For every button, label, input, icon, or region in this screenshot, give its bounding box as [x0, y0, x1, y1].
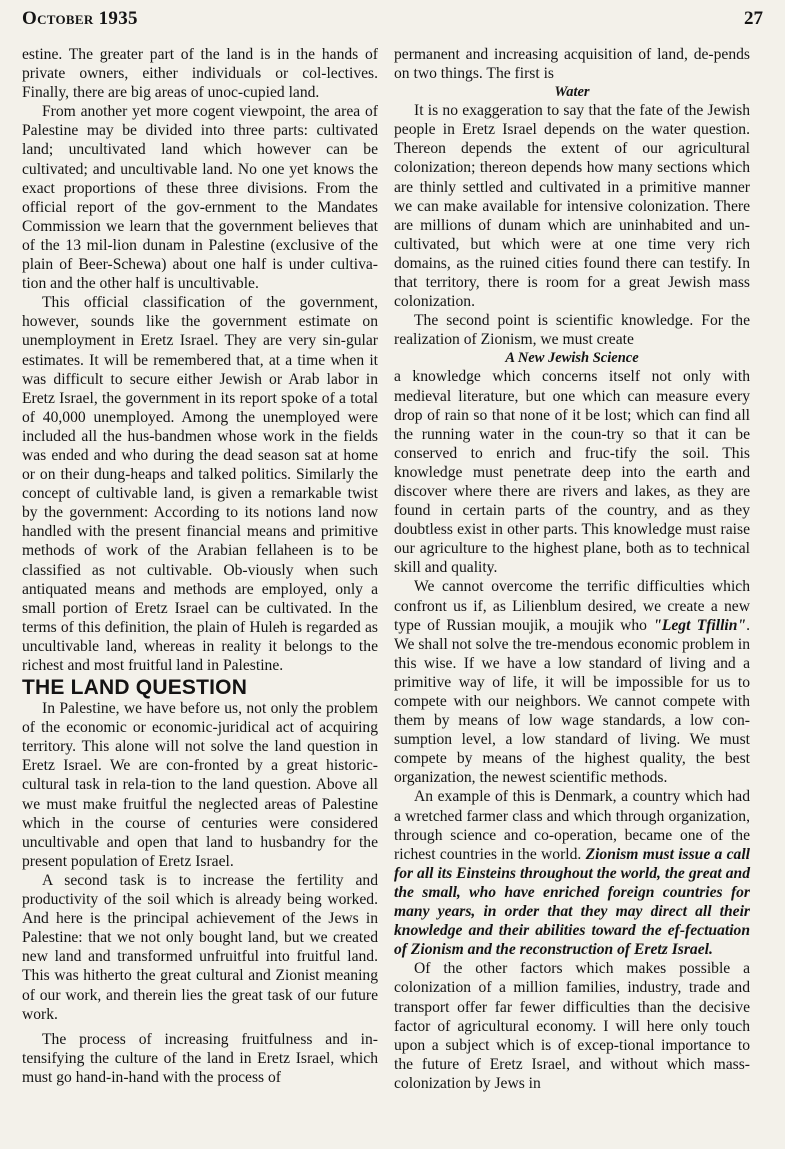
paragraph	[394, 577, 750, 787]
subheading-science: A New Jewish Science	[505, 350, 639, 367]
right-column	[394, 45, 750, 1093]
running-header	[22, 8, 763, 34]
quoted-phrase: "Legt Tfillin"	[653, 616, 747, 634]
paragraph: a knowledge which concerns itself not only with medieval literature, but one which can measure every drop of rain so that none of it be lost; which can find all the running water in the coun-try so that it can be conserved to enrich and fruc-tify the soil. This knowledge must penetrate deep into the earth and discover where there are rivers and lakes, as they are found in certain parts of the country, and as they doubtless exist in other parts. This knowledge must raise our agriculture to the highest plane, both as to technical skill and quality.	[394, 368, 750, 577]
issue-date: October 1935	[22, 8, 138, 29]
paragraph: This official classification of the government, however, sounds like the government estimate on unemployment in Eretz Israel. They are very sin-gular estimates. It will be remembered that, at a time when it was difficult to secure either Jewish or Arab labor in Eretz Israel, the government in its report spoke of a total of 40,000 unemployed. Among the unemployed were included all the hus-bandmen whose work in the fields was ended and who during the dead season sat at home or on their dung-heaps and talked politics. Similarly the concept of cultivable land, is given a remarkable twist by the government: According to its notions land now handled with the present financial means and primitive methods of work of the Arabian fellaheen is to be classified as not cultivable. Ob-viously when such antiquated means and methods are employed, only a small portion of Eretz Israel can be cultivated. In the terms of this definition, the plain of Huleh is regarded as uncultivable land, whereas in reality it belongs to the richest and most fruitful land in Palestine.	[22, 294, 378, 674]
subheading-water: Water	[554, 84, 590, 101]
emphasized-passage: Zionism must issue a call for all its Einsteins throughout the world, the great and the small, who have enriched foreign countries for many years, in order that they may direct all their knowledge and their abilities toward the ef-fectuation of Zionism and the reconstruction of Eretz Israel.	[394, 845, 750, 959]
paragraph	[394, 787, 750, 959]
paragraph: Of the other factors which makes possible a colonization of a million families, industry, trade and transport offer far fewer difficulties than the decisive factor of agricultural economy. I will here only touch upon a subject which is of excep-tional importance to the future of Eretz Israel, and without which mass-colonization by Jews in	[394, 960, 750, 1092]
paragraph: From another yet more cogent viewpoint, the area of Palestine may be divided into three parts: cultivated land; uncultivated land which however can be cultivated; and uncultivable land. No one yet knows the exact proportions of these three divisions. From the official report of the gov-ernment to the Mandates Commission we learn that the government believes that of the 13 mil-lion dunam in Palestine (exclusive of the plain of Beer-Schewa) about one half is under cultiva-tion and the other half is uncultivable.	[22, 103, 378, 293]
left-column	[22, 45, 378, 1087]
paragraph: A second task is to increase the fertility and productivity of the soil which is already being worked. And here is the principal achievement of the Jews in Palestine: that we not only bought land, but we created new land and transformed unfruitful into fruitful land. This was hitherto the great cultural and Zionist meaning of our work, and therein lies the great task of our future work.	[22, 871, 378, 1023]
paragraph: permanent and increasing acquisition of land, de-pends on two things. The first is	[394, 46, 750, 83]
paragraph: It is no exaggeration to say that the fate of the Jewish people in Eretz Israel depends on the water question. Thereon depends the extent of our agricultural colonization; thereon depends how many sections which are thinly settled and cultivated in a primitive manner we can make available for intensive colonization. There are millions of dunam which are uninhabited and un-cultivated, but which were at one time very rich domains, as the ruined cities found there can testify. In that territory, there is room for a great Jewish mass colonization.	[394, 102, 750, 311]
section-heading: THE LAND QUESTION	[22, 676, 248, 700]
paragraph: The process of increasing fruitfulness and in-tensifying the culture of the land in Eretz Israel, which must go hand-in-hand with the process of	[22, 1030, 378, 1086]
paragraph: In Palestine, we have before us, not only the problem of the economic or economic-juridical act of acquiring territory. This alone will not solve the land question in Eretz Israel. We are con-fronted by a great historic-cultural task in rela-tion to the land question. Above all we must make fruitful the neglected areas of Palestine which in the course of centuries were considered uncultivable and open that land to husbandry for the present population of Eretz Israel.	[22, 700, 378, 870]
paragraph-text: . We shall not solve the tre-mendous economic problem in this wise. If we have a low standard of living and a primitive way of life, it will be impossible for us to compete with our neighbors. We cannot compete with them by means of low wage standards, a low con-sumption level, a low standard of living. We must compete by means of the highest quality, the best organization, the newest scientific methods.	[394, 616, 750, 787]
paragraph-text: An example of this is Denmark, a country which had a wretched farmer class and which through organization, through science and co-operation, became one of the richest countries in the world.	[394, 788, 750, 863]
paragraph: estine. The greater part of the land is in the hands of private owners, either individuals or col-lectives. Finally, there are big areas of unoc-cupied land.	[22, 46, 378, 102]
page-number: 27	[744, 8, 763, 29]
paragraph-text: We cannot overcome the terrific difficulties which confront us if, as Lilienblum desired, we create a new type of Russian moujik, a moujik who	[394, 578, 750, 634]
paragraph: The second point is scientific knowledge. For the realization of Zionism, we must create	[394, 312, 750, 349]
